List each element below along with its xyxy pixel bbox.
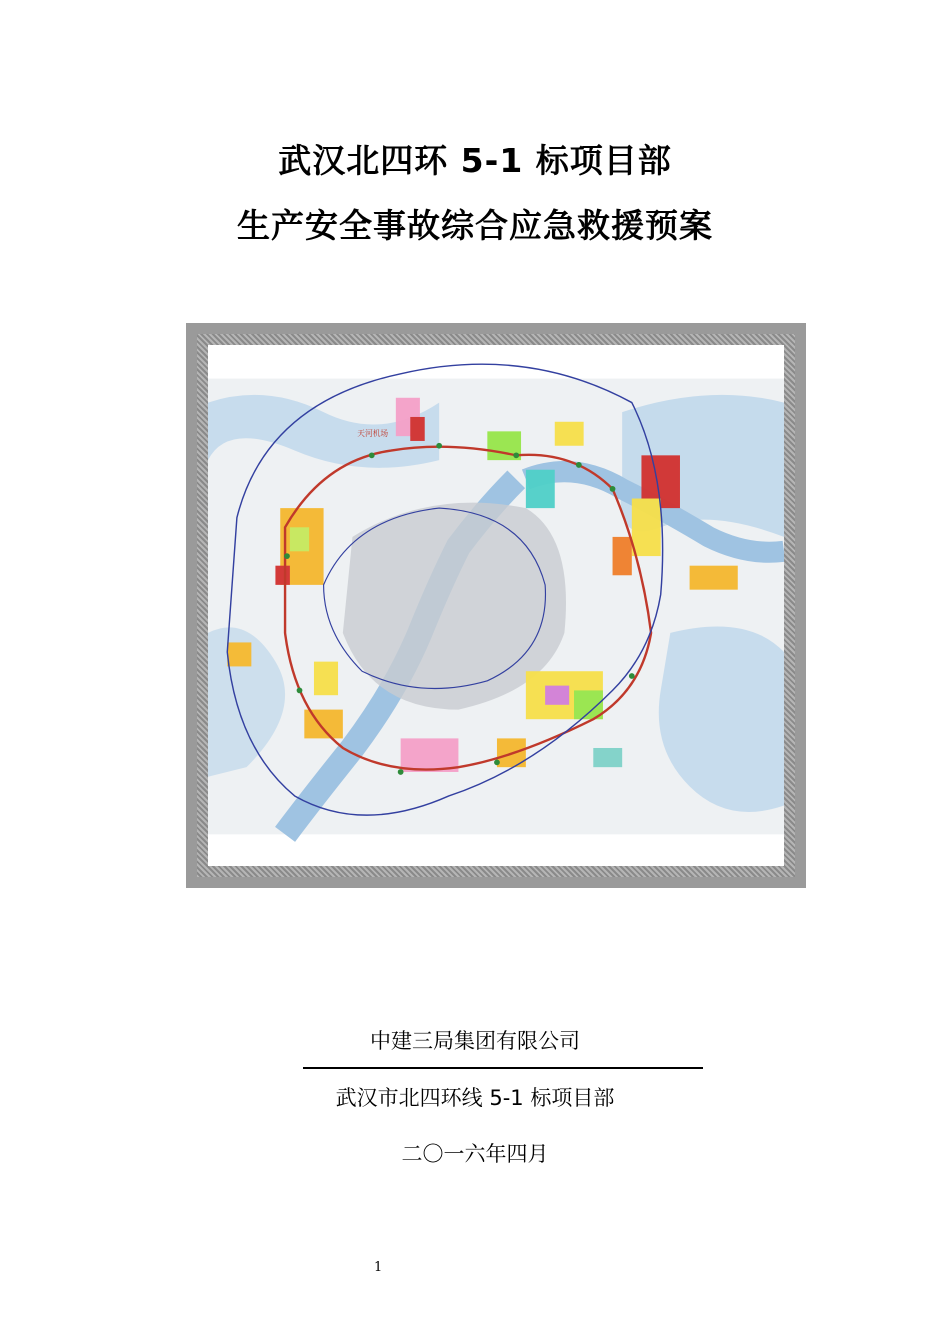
document-title-line1: 武汉北四环 5-1 标项目部	[278, 141, 672, 180]
wuhan-map-graphic	[208, 345, 784, 866]
divider-line	[303, 1067, 703, 1069]
page-number: 1	[374, 1260, 383, 1275]
company-name: 中建三局集团有限公司	[370, 1029, 580, 1053]
map-image	[208, 345, 784, 866]
map-figure	[186, 323, 806, 888]
map-label-airport: 天河机场	[357, 429, 389, 439]
department-name: 武汉市北四环线 5-1 标项目部	[335, 1086, 615, 1110]
document-title-line2: 生产安全事故综合应急救援预案	[237, 206, 713, 245]
document-date: 二〇一六年四月	[401, 1142, 549, 1166]
